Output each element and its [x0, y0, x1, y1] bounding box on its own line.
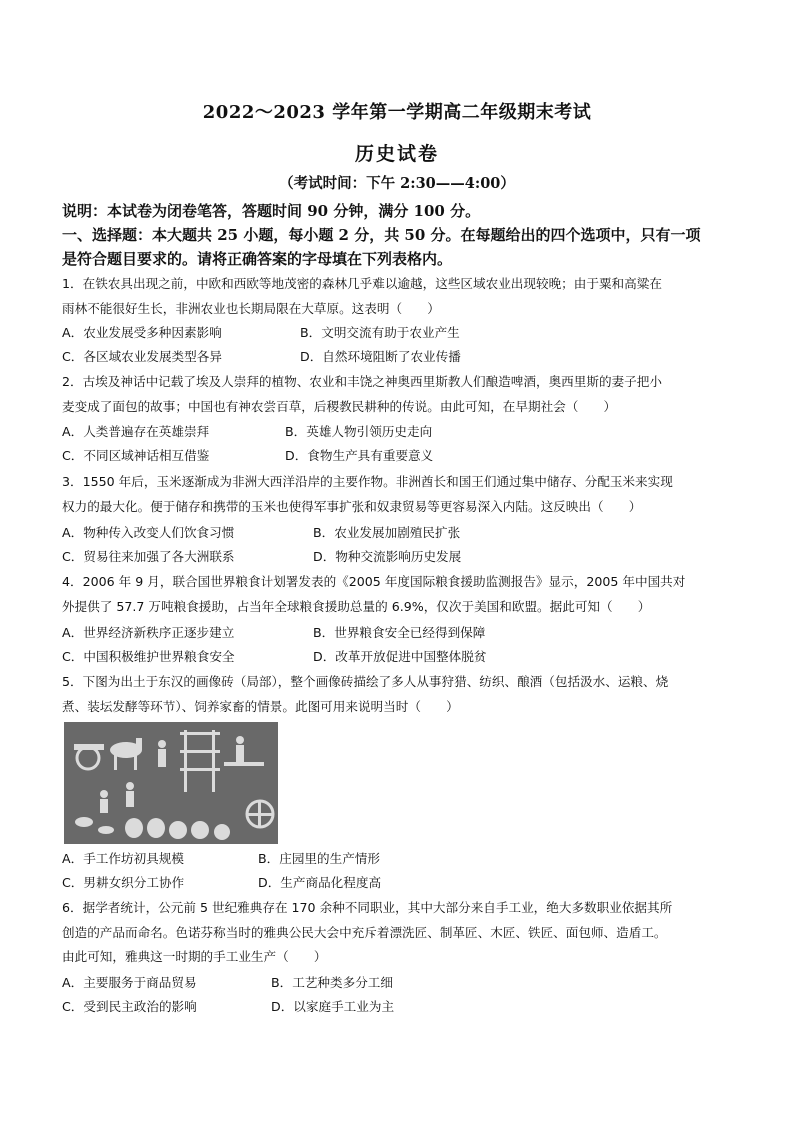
question-4-option-d: D．改革开放促进中国整体脱贫 [313, 649, 487, 664]
question-5-option-c: C．男耕女织分工协作 [62, 875, 185, 890]
question-5-option-d: D．生产商品化程度高 [258, 875, 382, 890]
question-3-stem [62, 470, 752, 519]
question-5-option-b: B．庄园里的生产情形 [258, 851, 380, 866]
question-1-option-d: D．自然环境阻断了农业传播 [300, 349, 461, 364]
section-instruction-line2: 是符合题目要求的。请将正确答案的字母填在下列表格内。 [62, 250, 453, 268]
question-6-option-d: D．以家庭手工业为主 [271, 999, 395, 1014]
section-instruction-line1: 一、选择题：本大题共 25 小题，每小题 2 分，共 50 分。在每题给出的四个选项中，只有一项 [62, 226, 701, 244]
question-stem-line: 雨林不能很好生长，非洲农业也长期局限在大草原。这表明（ ） [62, 300, 440, 316]
question-stem-line: 1．在铁农具出现之前，中欧和西欧等地茂密的森林几乎难以逾越，这些区域农业出现较晚；由于粟和高粱在 [62, 276, 662, 291]
question-stem-line: 2．古埃及神话中记载了埃及人崇拜的植物、农业和丰饶之神奥西里斯教人们酿造啤酒，奥西里斯的妻子把小 [62, 374, 662, 389]
question-2-option-a: A．人类普遍存在英雄崇拜 [62, 424, 210, 439]
question-2-option-c: C．不同区域神话相互借鉴 [62, 448, 210, 463]
question-1-stem [62, 272, 752, 321]
question-6-stem [62, 896, 762, 970]
question-6-option-c: C．受到民主政治的影响 [62, 999, 197, 1014]
question-stem-line: 5．下图为出土于东汉的画像砖（局部），整个画像砖描绘了多人从事狩猎、纺织、酿酒（包括汲水、运粮、烧 [62, 674, 669, 689]
pictorial-brick-drawing [64, 722, 278, 844]
exam-subtitle: 历史试卷 [354, 143, 439, 165]
question-4-option-b: B．世界粮食安全已经得到保障 [313, 625, 486, 640]
question-4-option-c: C．中国积极维护世界粮食安全 [62, 649, 235, 664]
question-stem-line: 6．据学者统计，公元前 5 世纪雅典存在 170 余种不同职业，其中大部分来自手工业，绝大多数职业依据其所 [62, 900, 673, 915]
question-3-option-b: B．农业发展加剧殖民扩张 [313, 525, 461, 540]
question-4-option-a: A．世界经济新秩序正逐步建立 [62, 625, 235, 640]
han-pictorial-brick-image [64, 722, 278, 844]
question-1-option-b: B．文明交流有助于农业产生 [300, 325, 460, 340]
question-3-option-d: D．物种交流影响历史发展 [313, 549, 462, 564]
question-stem-line: 煮、装坛发酵等环节）、饲养家畜的情景。此图可用来说明当时（ ） [62, 698, 459, 714]
question-5-stem [62, 670, 752, 719]
question-3-option-c: C．贸易往来加强了各大洲联系 [62, 549, 235, 564]
question-stem-line: 权力的最大化。便于储存和携带的玉米也使得军事扩张和奴隶贸易等更容易深入内陆。这反映出（ ） [62, 498, 642, 514]
question-6-option-b: B．工艺种类多分工细 [271, 975, 393, 990]
question-4-stem [62, 570, 752, 619]
question-stem-line: 4．2006 年 9 月，联合国世界粮食计划署发表的《2005 年度国际粮食援助监测报告》显示，2005 年中国共对 [62, 574, 686, 589]
question-2-stem [62, 370, 752, 419]
question-2-option-b: B．英雄人物引领历史走向 [285, 424, 433, 439]
question-stem-line: 由此可知，雅典这一时期的手工业生产（ ） [62, 949, 327, 964]
question-5-option-a: A．手工作坊初具规模 [62, 851, 184, 866]
exam-note: 说明：本试卷为闭卷笔答，答题时间 90 分钟，满分 100 分。 [62, 202, 481, 220]
question-1-option-a: A．农业发展受多种因素影响 [62, 325, 222, 340]
question-stem-line: 3．1550 年后，玉米逐渐成为非洲大西洋沿岸的主要作物。非洲酋长和国王们通过集中储存、分配玉米来实现 [62, 474, 673, 489]
question-stem-line: 创造的产品而命名。色诺芬称当时的雅典公民大会中充斥着漂洗匠、制革匠、木匠、铁匠、面包师、造盾工。 [62, 924, 667, 940]
question-2-option-d: D．食物生产具有重要意义 [285, 448, 434, 463]
exam-title: 2022～2023 学年第一学期高二年级期末考试 [202, 102, 592, 123]
question-1-option-c: C．各区域农业发展类型各异 [62, 349, 222, 364]
question-3-option-a: A．物种传入改变人们饮食习惯 [62, 525, 235, 540]
question-stem-line: 麦变成了面包的故事；中国也有神农尝百草，后稷教民耕种的传说。由此可知，在早期社会（ ） [62, 398, 617, 414]
question-6-option-a: A．主要服务于商品贸易 [62, 975, 197, 990]
exam-time: （考试时间：下午 2:30——4:00） [279, 175, 515, 192]
question-stem-line: 外提供了 57.7 万吨粮食援助，占当年全球粮食援助总量的 6.9%，仅次于美国和欧盟。据此可知（ ） [62, 598, 651, 614]
